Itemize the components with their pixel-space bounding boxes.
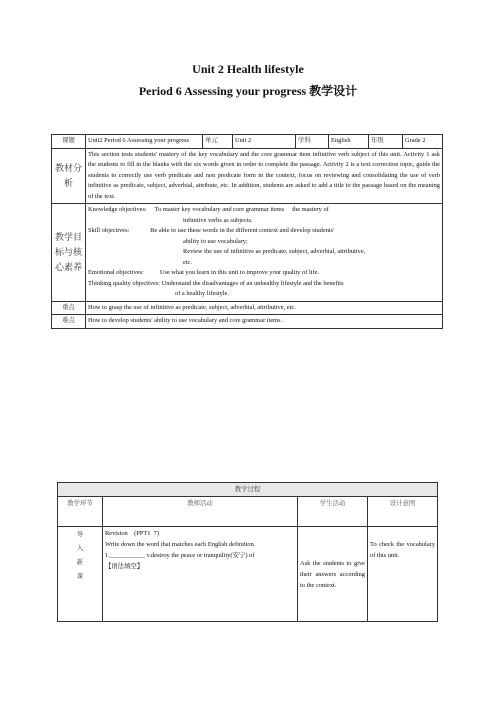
key-point-row (52, 301, 443, 315)
process-header: 教学过程 (58, 483, 438, 497)
info-row (52, 135, 443, 149)
difficult-point-text: How to develop students' ability to use vocabulary and core grammar items . (86, 315, 443, 329)
teacher-activity-line: 1.___________ v.destroy the peace or tranquility(安宁) of (105, 552, 255, 559)
difficult-point-label: 难点 (52, 315, 86, 329)
process-header-row (58, 483, 438, 497)
teacher-activity-line: Revision (PPT1 7) (105, 530, 159, 537)
skill-objective-line: Skill objectives: Be able to use these words in the different context and develop students' (88, 227, 335, 234)
design-intent-cell: To check the vocabulary of this unit. (368, 527, 438, 622)
teacher-activity-line: Write down the word that matches each English definition. (105, 541, 256, 548)
col-intent: 设计意图 (368, 497, 438, 527)
col-student: 学生活动 (298, 497, 368, 527)
stage-text: 导入新课 (76, 531, 84, 580)
grade-value: Grade 2 (403, 135, 443, 149)
lesson-info-table (51, 134, 443, 329)
stage-cell (58, 527, 103, 622)
document-subtitle: Period 6 Assessing your progress 教学设计 (138, 84, 358, 98)
key-point-text: How to grasp the use of infinitive as predicate, subject, adverbial, attributive, etc. (86, 301, 443, 315)
thinking-objective-line: of a healthy lifestyle. (175, 290, 229, 297)
analysis-row (52, 148, 443, 204)
thinking-objective-line: Thinking quality objectives: Understand the disadvantages of an unhealthy lifestyle and the benefits (88, 279, 344, 287)
key-point-label: 重点 (52, 301, 86, 315)
subject-label: 学科 (296, 135, 329, 149)
col-teacher: 教师活动 (103, 497, 298, 527)
objectives-text (86, 204, 443, 302)
teaching-process-table (57, 482, 438, 622)
unit-label: 单元 (203, 135, 233, 149)
student-activity-cell: Ask the students to give their answers according to the context. (298, 527, 368, 622)
grade-label: 年级 (369, 135, 403, 149)
subject-value: English (329, 135, 369, 149)
objectives-row (52, 204, 443, 302)
skill-objective-line: ability to use vocabulary; (183, 237, 248, 245)
analysis-label: 教材分析 (52, 148, 86, 204)
skill-objective-line: etc. (183, 258, 193, 266)
process-row (58, 527, 438, 622)
course-value: Unit2 Period 6 Assessing your progress (86, 135, 203, 149)
process-column-row (58, 497, 438, 527)
unit-value: Unit 2 (233, 135, 296, 149)
course-label: 课题 (52, 135, 86, 149)
col-stage: 教学环节 (58, 497, 103, 527)
teacher-activity-cell (103, 527, 298, 622)
teacher-activity-line: 【语法填空】 (105, 563, 144, 570)
knowledge-objective-line: infinitive verbs as subjects. (183, 216, 253, 224)
knowledge-objective-line: Knowledge objectives: To master key vocabulary and core grammar items the mastery of (88, 206, 329, 213)
analysis-text: This section tests students' mastery of the key vocabulary and the core grammar item infinitive verb subject of this unit. Activity 1 ask the students to fill in the blanks with the six words given in order to complete the passage. Activity 2 is a text correction topic, guide the students to correctly use verb predicate and non predicate form in the context, focus on reviewing and consolidating the use of verb infinitive as predicate, subject, adverbial, attribute, etc. In addition, students are asked to add a title to the passage based on the meaning of the text. (86, 148, 443, 204)
objectives-label: 教学目标与核心素养 (52, 204, 86, 302)
document-title: Unit 2 Health lifestyle (192, 62, 304, 76)
difficult-point-row (52, 315, 443, 329)
emotional-objective-line: Emotional objectives: Use what you learn in this unit to improve your quality of life. (88, 269, 320, 276)
skill-objective-line: Review the use of infinitive as predicate, subject, adverbial, attributive, (183, 248, 366, 255)
